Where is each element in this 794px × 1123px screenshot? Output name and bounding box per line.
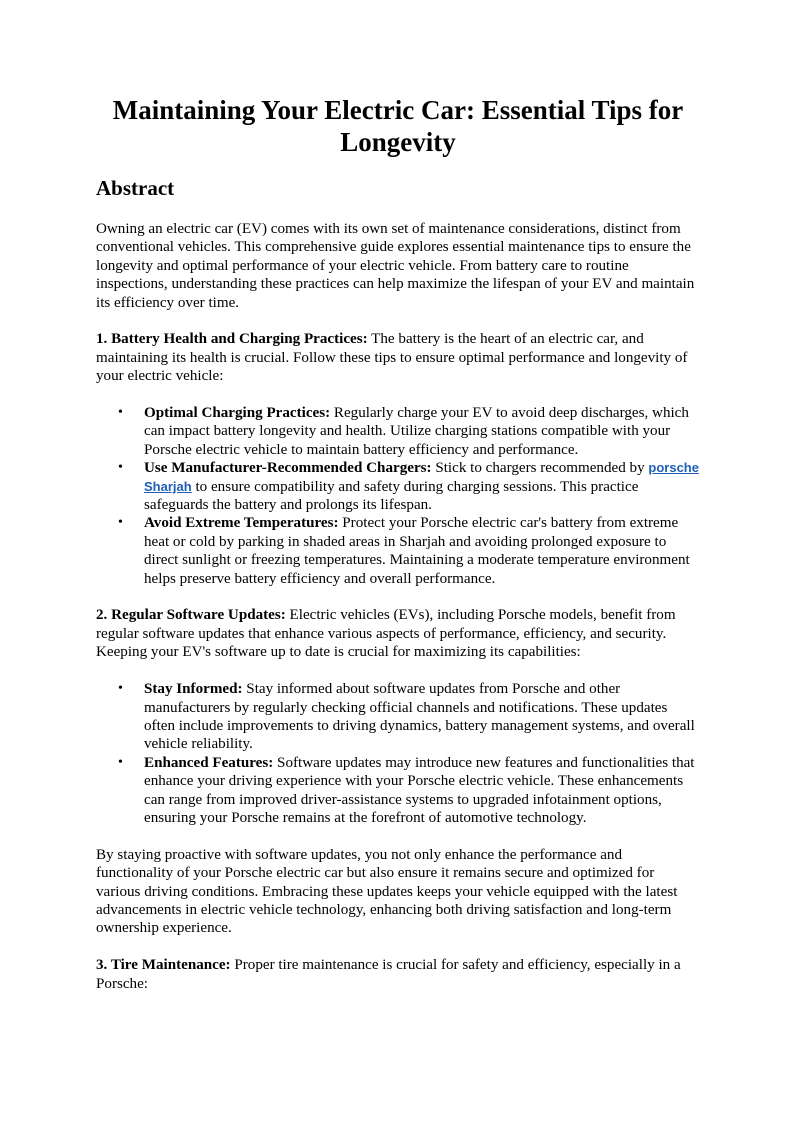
list-item — [96, 680, 700, 754]
bullet-term: Avoid Extreme Temperatures: — [144, 515, 339, 532]
document-title: Maintaining Your Electric Car: Essential Tips for Longevity — [112, 95, 684, 157]
bullet-term: Stay Informed: — [144, 681, 243, 698]
section-1-intro — [96, 330, 700, 385]
bullet-icon: • — [118, 515, 123, 531]
section-3-intro — [96, 956, 700, 993]
bullet-term: Optimal Charging Practices: — [144, 405, 331, 422]
list-item — [96, 459, 700, 514]
section-2-intro — [96, 606, 700, 661]
bullet-text: Regularly charge your EV to avoid deep discharges, which can impact battery longevity and health. Utilize charging stations compatible with your Porsche electric vehicle to maintain battery efficiency and performance. — [144, 405, 689, 458]
bullet-text: Stay informed about software updates from Porsche and other manufacturers by regularly checking official channels and notifications. These updates often include improvements to driving dynamics, battery management systems, and overall vehicle reliability. — [144, 681, 695, 753]
section-3-intro-text: Proper tire maintenance is crucial for safety and efficiency, especially in a Porsche: — [96, 957, 681, 992]
list-item — [96, 514, 700, 588]
bullet-icon: • — [118, 681, 123, 697]
abstract-heading: Abstract — [96, 176, 175, 200]
bullet-text: Stick to chargers recommended by — [431, 460, 649, 477]
bullet-text: Software updates may introduce new features and functionalities that enhance your driving experience with your Porsche electric vehicle. These enhancements can range from improved driver-assistance systems to upgraded infotainment options, ensuring your Porsche remains at the forefront of automotive technology. — [144, 754, 695, 826]
bullet-icon: • — [118, 405, 123, 421]
section-1-intro-text: The battery is the heart of an electric car, and maintaining its health is crucial. Follow these tips to ensure optimal performance and longevity of your electric vehicle: — [96, 331, 688, 385]
bullet-term: Use Manufacturer-Recommended Chargers: — [144, 460, 432, 477]
document-body — [96, 220, 700, 1011]
section-2-closing: By staying proactive with software updates, you not only enhance the performance and functionality of your Porsche electric car but also ensure it remains secure and optimized for various driving conditions. Embracing these updates keeps your vehicle equipped with the latest advancements in electric vehicle technology, enhancing both driving satisfaction and long-term ownership experience. — [96, 846, 678, 937]
section-1-heading: 1. Battery Health and Charging Practices: — [96, 331, 368, 348]
bullet-text: to ensure compatibility and safety during charging sessions. This practice safeguards the battery and prolongs its lifespan. — [144, 478, 639, 514]
list-item — [96, 404, 700, 459]
bullet-icon: • — [118, 754, 123, 770]
section-2-intro-text: Electric vehicles (EVs), including Porsche models, benefit from regular software updates that enhance various aspects of performance, efficiency, and security. Keeping your EV's software up to date is crucial for maximizing its capabilities: — [96, 607, 676, 661]
section-2-list — [96, 680, 700, 827]
bullet-term: Enhanced Features: — [144, 754, 274, 771]
section-1-list — [96, 404, 700, 588]
bullet-icon: • — [118, 460, 123, 476]
bullet-text: Protect your Porsche electric car's battery from extreme heat or cold by parking in shaded areas in Sharjah and avoiding prolonged exposure to direct sunlight or freezing temperatures. Maintaining a moderate temperature environment helps preserve battery efficiency and overall performance. — [144, 515, 690, 587]
list-item — [96, 754, 700, 828]
section-3-heading: 3. Tire Maintenance: — [96, 957, 231, 974]
section-2-heading: 2. Regular Software Updates: — [96, 607, 286, 624]
abstract-paragraph: Owning an electric car (EV) comes with its own set of maintenance considerations, distinct from conventional vehicles. This comprehensive guide explores essential maintenance tips to ensure the longevity and optimal performance of your electric vehicle. From battery care to routine inspections, understanding these practices can help maximize the lifespan of your EV and maintain its efficiency over time. — [96, 221, 695, 311]
porsche-sharjah-link[interactable]: porsche Sharjah — [144, 460, 699, 494]
